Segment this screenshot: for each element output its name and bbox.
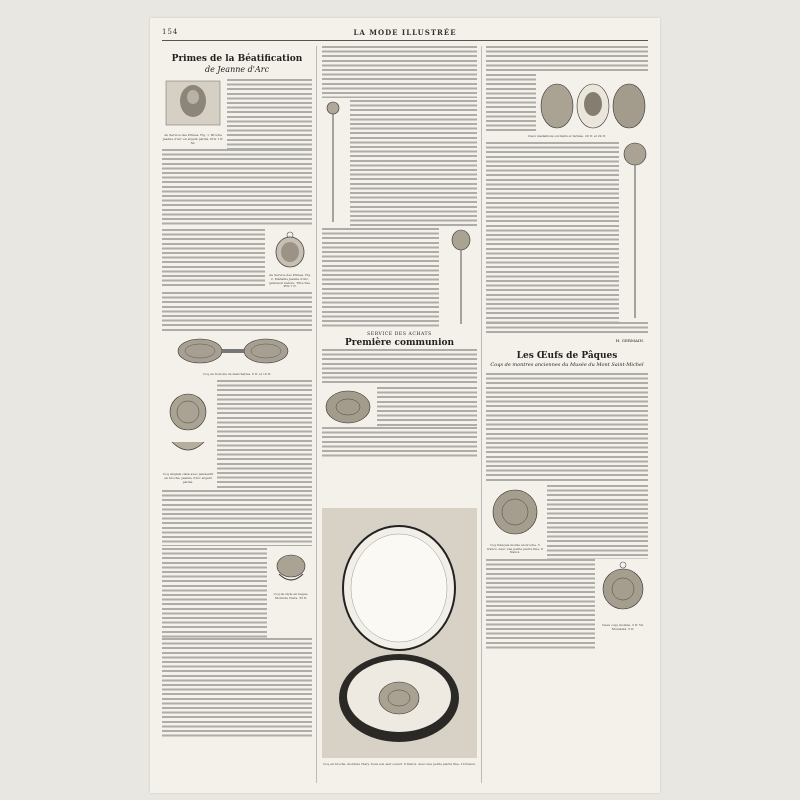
cufflinks-caption: Coq en boutons de manchettes. 6 fr. et 10 fr. bbox=[203, 372, 271, 377]
pendant-caption: Coq Anglais clara avec pendentif en broche; Jeanne d'Arc argent patiné. bbox=[162, 471, 214, 484]
article-subtitle: Coqs de montres anciennes du Musée du Mont Saint-Michel bbox=[490, 361, 644, 368]
portrait-caption: Au Service des Primes. Fig. 1. Broche Jeanne d'Arc en argent patiné. Prix 1 fr. 50. bbox=[162, 133, 224, 145]
egg-case-illustration bbox=[322, 508, 477, 758]
medal-illustration bbox=[268, 229, 312, 269]
column-divider bbox=[316, 46, 317, 783]
coq-brooch-illustration bbox=[486, 485, 544, 539]
coq-brooch-caption: Coq français monté en broche. 5 francs. Avec une petite pierre fine, 8 francs. bbox=[487, 542, 543, 555]
header-rule bbox=[162, 40, 648, 41]
round-brooch-illustration bbox=[322, 387, 374, 427]
column-divider bbox=[481, 46, 482, 783]
cravat-pin-illustration bbox=[622, 142, 648, 322]
column-3 bbox=[486, 46, 648, 783]
joan-portrait-illustration bbox=[162, 79, 224, 129]
hatpin-illustration bbox=[322, 100, 344, 228]
section-kicker: SERVICE DES ACHATS bbox=[367, 332, 432, 337]
lockets-caption: Deux médaillons ouvrants et fermés. 20 fr. et 24 fr. bbox=[528, 134, 606, 138]
page-header bbox=[162, 28, 648, 40]
article-title: Première communion bbox=[344, 338, 455, 348]
page-number: 154 bbox=[162, 28, 179, 36]
article-subtitle: de Jeanne d'Arc bbox=[204, 65, 270, 74]
article-signature: H. GERMAIN. bbox=[615, 337, 644, 343]
article-title: Les Œufs de Pâques bbox=[516, 350, 618, 361]
brooch-pin-illustration bbox=[445, 228, 477, 328]
article-title: Primes de la Béatification bbox=[171, 54, 303, 64]
ring-caption: Coq de style en bague. Monture Clara. 35 fr. bbox=[273, 591, 309, 600]
medal-caption: Au Service des Primes. Fig. 2. Médaille Jeanne d'Arc, grandeur nature. Titre fixe. Prix 7 fr. bbox=[269, 273, 311, 289]
cufflinks-illustration bbox=[162, 334, 312, 368]
magazine-page bbox=[150, 18, 660, 793]
lockets-illustration bbox=[539, 74, 647, 134]
column-1 bbox=[162, 46, 312, 783]
pendant-illustration bbox=[162, 380, 214, 468]
magazine-title: LA MODE ILLUSTRÉE bbox=[353, 28, 457, 37]
ring-illustration bbox=[270, 548, 312, 588]
easter-egg-box bbox=[322, 508, 477, 778]
egg-box-caption: Coq en broche, monture Clary. Sous son œuf ouvert. 6 francs. Avec une petite pierre fine, 10 francs. bbox=[323, 762, 476, 766]
coq-pendant-illustration bbox=[598, 559, 648, 619]
coq-pendant-caption: Deux coqs montés. 3 fr. 50. Montants. 5 fr. bbox=[602, 622, 644, 631]
